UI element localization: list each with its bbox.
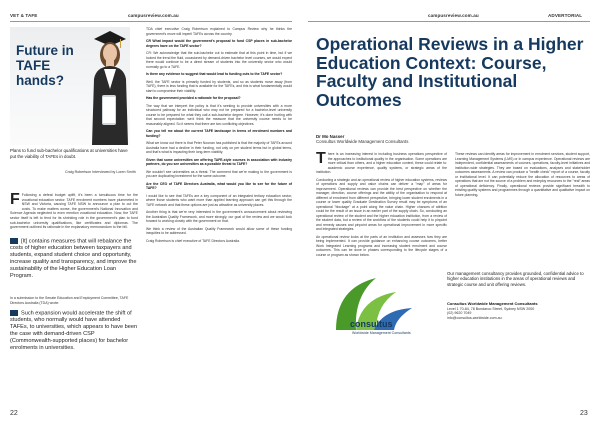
submission-note: In a submission to the Senate Education and Employment Committee, TAFE Directors Australia (TDA) wrote: bbox=[10, 296, 129, 305]
interview-answer: Craig Robertson is chief executive of TAFE Directors Australia. bbox=[146, 238, 240, 243]
interview-question: CR What impact would the government's proposal to fund CSP places in sub-bachelor degrees have on the TAFE sector? bbox=[146, 39, 292, 48]
advertorial-headline: Operational Reviews in a Higher Education Context: Course, Faculty and Institutional Outcomes bbox=[316, 34, 584, 110]
interview-question: Are the CEO of TAFE Directors Australia, what would you like to see for the future of TAFE? bbox=[146, 181, 292, 190]
interview-answer: Well, the TAFE sector is primarily funded by students, and so as students move away (from TAFE), there is less funding that is available for the TAFEs, and this is what fundamentally would start to compromise their viability. bbox=[146, 79, 292, 93]
section-header: ADVERTORIAL bbox=[548, 13, 583, 18]
article-paragraph bbox=[316, 152, 447, 175]
author-name: Dr Mo Nasser bbox=[316, 134, 345, 139]
header-divider bbox=[10, 21, 292, 22]
article-text: here is an increasing interest in including business operations perspective of the approaches to institutional quality in the organisation. Some operations are more critical than others, and a higher education context, these could relate to: academic course experience, quality systems, or strategic areas of the institution. bbox=[316, 152, 447, 174]
contact-intro: Our management consultancy provides grounded, confidential advice to higher education institutions in the areas of operational reviews and strategic course and unit offering reviews. bbox=[447, 271, 584, 287]
interview-answer: The way that we interpret the policy is that it's seeking to provide universities with a more structured pathway for an individual who may not be prepared for a bachelor-level university course to be prepared for what they call a sub-bachelor degree. However, it's done hurting with that second expectation: we'd think the measure that the university course needs to be reasonably aligned. So it seems that there are two conflicting objectives. bbox=[146, 103, 292, 126]
page-number: 22 bbox=[10, 410, 18, 417]
quote-text: Such expansion would accelerate the shift of students, who normally would have attended TAFEs, to universities, which appears to have been the case with demand-driven CSP (Commonwealth-supported places) for bachelor enrolments in universities. bbox=[10, 310, 138, 352]
pull-quote-2 bbox=[10, 310, 138, 352]
email-link[interactable]: info@consultus-worldwide.com.au bbox=[447, 315, 502, 320]
author-org: Consultus Worldwide Management Consultants bbox=[316, 139, 409, 145]
firm-name: Consultus Worldwide Management Consultants bbox=[447, 301, 538, 306]
interview-question: Given that some universities are offering TAFE-style courses in association with industry partners, do you see universities as a possible threat to TAFE? bbox=[146, 157, 292, 166]
interview-answer: We think a review of the Australian Quality Framework would allow some of these funding inequities to be addressed. bbox=[146, 226, 292, 235]
address: Level 1 70-84, 78 Bundaroo Street, Sydney NSW 2000 bbox=[447, 306, 535, 311]
feature-title: Future in TAFE hands? bbox=[16, 43, 74, 88]
site-url[interactable]: campusreview.com.au bbox=[428, 13, 479, 18]
interview-column bbox=[146, 27, 292, 246]
graduate-photo bbox=[86, 29, 130, 145]
section-header: VET & TAFE bbox=[10, 13, 38, 18]
article-paragraph: These reviews can identify areas for improvement in enrolment services, student support, Learning Management Systems (LMS) or in campus experience. Operational reviews are independent, confidential assessments of courses, operations, faculty-level initiatives and institution-wide strategies. They are based on evaluations, analyses and stakeholder outcomes assessments. A review can produce a "health check" report of a course, faculty or institutional level. It can potentially reduce the allocation of resources to areas of operations that are not the source of a problem and redeploy resources to the "real" areas of operational deficiency. Finally, operational reviews provide significant breadth to existing quality systems and programmes through a quantitative and qualitative impact on future planning. bbox=[455, 152, 590, 197]
interview-answer: What we know out there is that Peter Noonan has published is that the majority of TAFEs around Australia have had a decline in their funding, not only on per student terms but in global terms, and that's what is impacting their long-term viability. bbox=[146, 141, 292, 154]
article-paragraph: Conducting a strategic and an operational review of higher education systems, reviews of operations and supply and value chains can deliver a "map" of areas for improvement. Operational reviews can provide the best perspective on whether the manager, direction, course offerings and the ability of the organisation to respond at different of enrolment from different perspective, bringing lower student enrolments in a course or lower quality Graduate Destination Survey result may be symptoms of an operational "blockage" at a point along the value chain. Higher chances of attrition could be the result of an issue in an earlier part of the supply chain. So, conducting an operational review of the student and the higher education institution, from a review of the student data, but a review of the workflow of the students could help it to pinpoint and remedy causes and pinpoint areas for operational improvement in more specific and integrated strategies. bbox=[316, 177, 447, 231]
dropcap: F bbox=[10, 191, 20, 208]
logo-tagline: Worldwide Management Consultants bbox=[352, 331, 411, 335]
interview-answer: We wouldn't see universities as a threat. The comment that we're making to the government is you are duplicating investment for the same outcome. bbox=[146, 169, 292, 178]
contact-block bbox=[447, 302, 590, 320]
quote-text: [It] contains measures that will rebalance the costs of higher education between taxpayers and students, expand student choice and opportunity, increase quality and transparency, and improve the sustainability of the Higher Education Loan Program. bbox=[10, 238, 137, 280]
caption: Plans to fund sub-bachelor qualifications at universities have put the viability of TAFEs in doubt. bbox=[10, 148, 128, 159]
pull-quote-1 bbox=[10, 238, 138, 280]
dropcap: T bbox=[316, 150, 326, 167]
quote-mark-icon bbox=[10, 238, 18, 244]
article-column-1 bbox=[316, 152, 447, 260]
intro-paragraph bbox=[10, 193, 138, 230]
article-paragraph: An operational review looks at the parts of an institution and assesses how they are being implemented. It can provide guidance on enhancing course outcomes, better Work Integrated Learning programs and increasing student enrolment and course outcomes. This can be done in phases corresponding to the lifecycle stages of a course or program as shown below. bbox=[316, 234, 447, 257]
site-url[interactable]: campusreview.com.au bbox=[128, 13, 179, 18]
interview-answer: TDA chief executive Craig Robertson explained to Campus Review why he thinks the government's move will imperil TAFEs across the country. bbox=[146, 27, 292, 36]
quote-mark-icon bbox=[10, 310, 18, 316]
intro-text: Following a defeat budget uplift, it's been a tumultuous time for the vocational education sector. TAFE enrolment numbers have plummeted in NSW and Victoria, causing TAFE NSW to announce a plan to cut the costs. To make matters worse, the government's National Innovation and Science Agenda neglected to even mention vocational education. Now, the TAFE sector itself is left to fend for its shrinking role in the government's plan to fund sub-bachelor university qualifications, like certificates and diplomas. The government outlined its rationale in the explanatory memorandum to the bill. bbox=[10, 193, 138, 230]
header-divider bbox=[308, 21, 590, 22]
interview-question: Is there any evidence to suggest that would lead to funding cuts to the TAFE sector? bbox=[146, 72, 283, 76]
interview-answer: I would like to see that TAFEs are a key component of an integrated tertiary education sector, where those students who want more than applied learning approach can get this through the TAFE network and that these options are just as attractive as university places. bbox=[146, 193, 292, 207]
feature-photo bbox=[10, 27, 130, 145]
byline: Craig Robertson Interviewed by Loren Smith bbox=[65, 170, 136, 174]
phone[interactable]: (02) 9620 7049 bbox=[447, 311, 472, 315]
interview-question: Has the government provided a rationale for the proposal? bbox=[146, 96, 241, 100]
interview-answer: Another thing is that we're very interested in the government's announcement about reviewing the Australian Quality Framework, and more strongly, our goal of the review and we would look forward to working closely with the government on that. bbox=[146, 210, 292, 223]
page-number: 23 bbox=[580, 410, 588, 417]
consultus-logo bbox=[316, 268, 436, 340]
author bbox=[316, 134, 408, 144]
article-column-2 bbox=[455, 152, 590, 200]
interview-question: Can you tell me about the current TAFE landscape in terms of enrolment numbers and funding? bbox=[146, 129, 292, 138]
logo-wordmark: consultus bbox=[350, 319, 393, 329]
interview-answer: CR: We acknowledge that the sub-bachelor cut to estimate that at this point in time, but if we looked the trend the fluid, occasioned by demand-driven bachelor level courses, we would expect there would continue to be a direct stream of students into the university sector who would normally go to a TAFE. bbox=[146, 51, 292, 69]
